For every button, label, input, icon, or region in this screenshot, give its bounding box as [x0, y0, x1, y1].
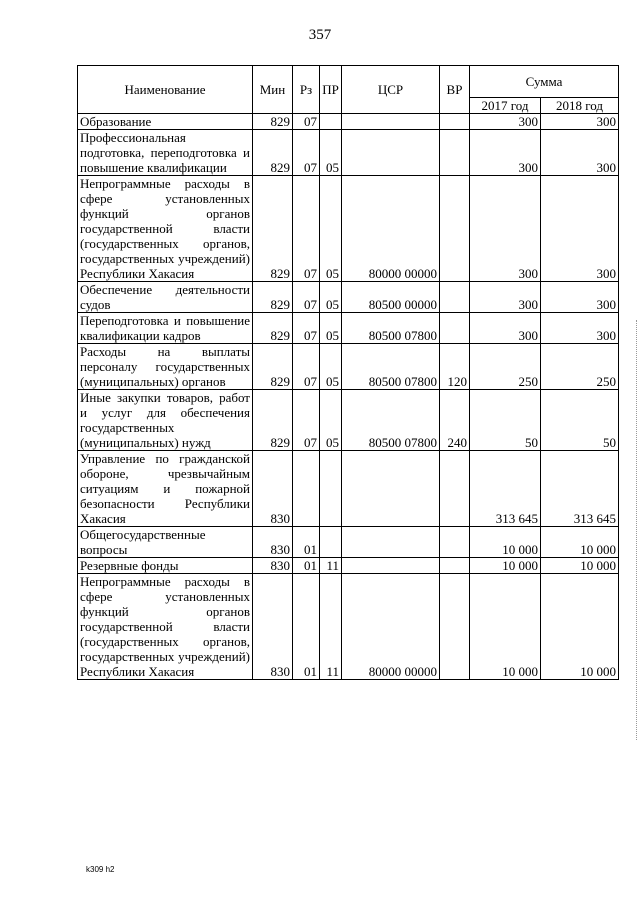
row-rz: [293, 451, 320, 527]
table-row: [78, 344, 619, 390]
row-vr: 120: [440, 344, 470, 390]
row-pr: [320, 527, 342, 558]
row-name: Расходы на выплаты персоналу государственных (муниципальных) органов: [78, 344, 253, 390]
row-sum-2017: 300: [470, 130, 541, 176]
row-vr: [440, 451, 470, 527]
row-pr: 05: [320, 344, 342, 390]
row-sum-2018: 50: [541, 390, 619, 451]
row-min: 830: [253, 527, 293, 558]
table-row: [78, 574, 619, 680]
table-header: [78, 66, 619, 114]
row-csr: 80000 00000: [342, 574, 440, 680]
row-csr: [342, 527, 440, 558]
header-year-2018: 2018 год: [541, 98, 619, 114]
row-csr: [342, 451, 440, 527]
row-name: Переподготовка и повышение квалификации кадров: [78, 313, 253, 344]
row-sum-2018: 300: [541, 313, 619, 344]
row-sum-2017: 313 645: [470, 451, 541, 527]
row-csr: 80500 07800: [342, 390, 440, 451]
row-vr: [440, 313, 470, 344]
header-min: Мин: [253, 66, 293, 114]
table-row: [78, 390, 619, 451]
row-csr: [342, 558, 440, 574]
row-name: Непрограммные расходы в сфере установленных функций органов государственной власти (государственных органов, государственных учреждений) Республики Хакасия: [78, 176, 253, 282]
table-row: [78, 527, 619, 558]
row-name: Управление по гражданской обороне, чрезвычайным ситуациям и пожарной безопасности Республики Хакасия: [78, 451, 253, 527]
row-sum-2017: 10 000: [470, 558, 541, 574]
row-vr: [440, 176, 470, 282]
header-rz: Рз: [293, 66, 320, 114]
table-body: [78, 114, 619, 680]
row-min: 829: [253, 344, 293, 390]
row-sum-2018: 300: [541, 176, 619, 282]
row-name: Профессиональная подготовка, переподготовка и повышение квалификации: [78, 130, 253, 176]
row-rz: 07: [293, 390, 320, 451]
row-rz: 07: [293, 130, 320, 176]
row-vr: 240: [440, 390, 470, 451]
row-min: 829: [253, 114, 293, 130]
row-min: 829: [253, 313, 293, 344]
table-row: [78, 114, 619, 130]
header-pr: ПР: [320, 66, 342, 114]
row-csr: 80500 00000: [342, 282, 440, 313]
row-pr: [320, 451, 342, 527]
header-csr: ЦСР: [342, 66, 440, 114]
row-vr: [440, 574, 470, 680]
table-row: [78, 130, 619, 176]
row-rz: 07: [293, 313, 320, 344]
row-rz: 01: [293, 574, 320, 680]
row-min: 829: [253, 282, 293, 313]
table-row: [78, 282, 619, 313]
row-csr: [342, 130, 440, 176]
row-min: 830: [253, 574, 293, 680]
row-sum-2017: 300: [470, 282, 541, 313]
row-sum-2017: 10 000: [470, 527, 541, 558]
row-pr: 11: [320, 558, 342, 574]
row-csr: [342, 114, 440, 130]
row-sum-2018: 300: [541, 130, 619, 176]
row-rz: 01: [293, 558, 320, 574]
row-sum-2017: 50: [470, 390, 541, 451]
row-name: Общегосударственные вопросы: [78, 527, 253, 558]
row-csr: 80500 07800: [342, 313, 440, 344]
row-name: Непрограммные расходы в сфере установленных функций органов государственной власти (государственных органов, государственных учреждений) Республики Хакасия: [78, 574, 253, 680]
row-sum-2017: 250: [470, 344, 541, 390]
header-name: Наименование: [78, 66, 253, 114]
row-sum-2018: 313 645: [541, 451, 619, 527]
row-sum-2017: 300: [470, 114, 541, 130]
row-name: Образование: [78, 114, 253, 130]
row-vr: [440, 130, 470, 176]
row-vr: [440, 114, 470, 130]
row-name: Обеспечение деятельности судов: [78, 282, 253, 313]
table-row: [78, 451, 619, 527]
row-pr: 05: [320, 282, 342, 313]
row-csr: 80500 07800: [342, 344, 440, 390]
row-sum-2017: 300: [470, 176, 541, 282]
row-vr: [440, 282, 470, 313]
row-sum-2018: 250: [541, 344, 619, 390]
row-sum-2018: 10 000: [541, 558, 619, 574]
row-sum-2017: 10 000: [470, 574, 541, 680]
header-sum: Сумма: [470, 66, 619, 98]
row-min: 829: [253, 390, 293, 451]
header-year-2017: 2017 год: [470, 98, 541, 114]
row-pr: 05: [320, 390, 342, 451]
row-pr: 05: [320, 176, 342, 282]
row-rz: 07: [293, 176, 320, 282]
row-pr: 05: [320, 130, 342, 176]
budget-table: [77, 65, 619, 680]
row-min: 829: [253, 130, 293, 176]
header-vr: ВР: [440, 66, 470, 114]
row-min: 830: [253, 558, 293, 574]
row-rz: 07: [293, 282, 320, 313]
row-min: 830: [253, 451, 293, 527]
row-sum-2018: 10 000: [541, 574, 619, 680]
row-csr: 80000 00000: [342, 176, 440, 282]
row-pr: [320, 114, 342, 130]
table-row: [78, 558, 619, 574]
page-number: 357: [308, 27, 332, 43]
page-edge: [636, 320, 638, 740]
row-name: Резервные фонды: [78, 558, 253, 574]
row-pr: 11: [320, 574, 342, 680]
table-row: [78, 313, 619, 344]
row-sum-2017: 300: [470, 313, 541, 344]
table-row: [78, 176, 619, 282]
row-rz: 07: [293, 114, 320, 130]
footer-code: k309 h2: [86, 865, 115, 874]
row-sum-2018: 300: [541, 282, 619, 313]
row-sum-2018: 10 000: [541, 527, 619, 558]
row-pr: 05: [320, 313, 342, 344]
row-min: 829: [253, 176, 293, 282]
row-rz: 07: [293, 344, 320, 390]
row-name: Иные закупки товаров, работ и услуг для обеспечения государственных (муниципальных) нужд: [78, 390, 253, 451]
row-sum-2018: 300: [541, 114, 619, 130]
row-rz: 01: [293, 527, 320, 558]
row-vr: [440, 527, 470, 558]
row-vr: [440, 558, 470, 574]
